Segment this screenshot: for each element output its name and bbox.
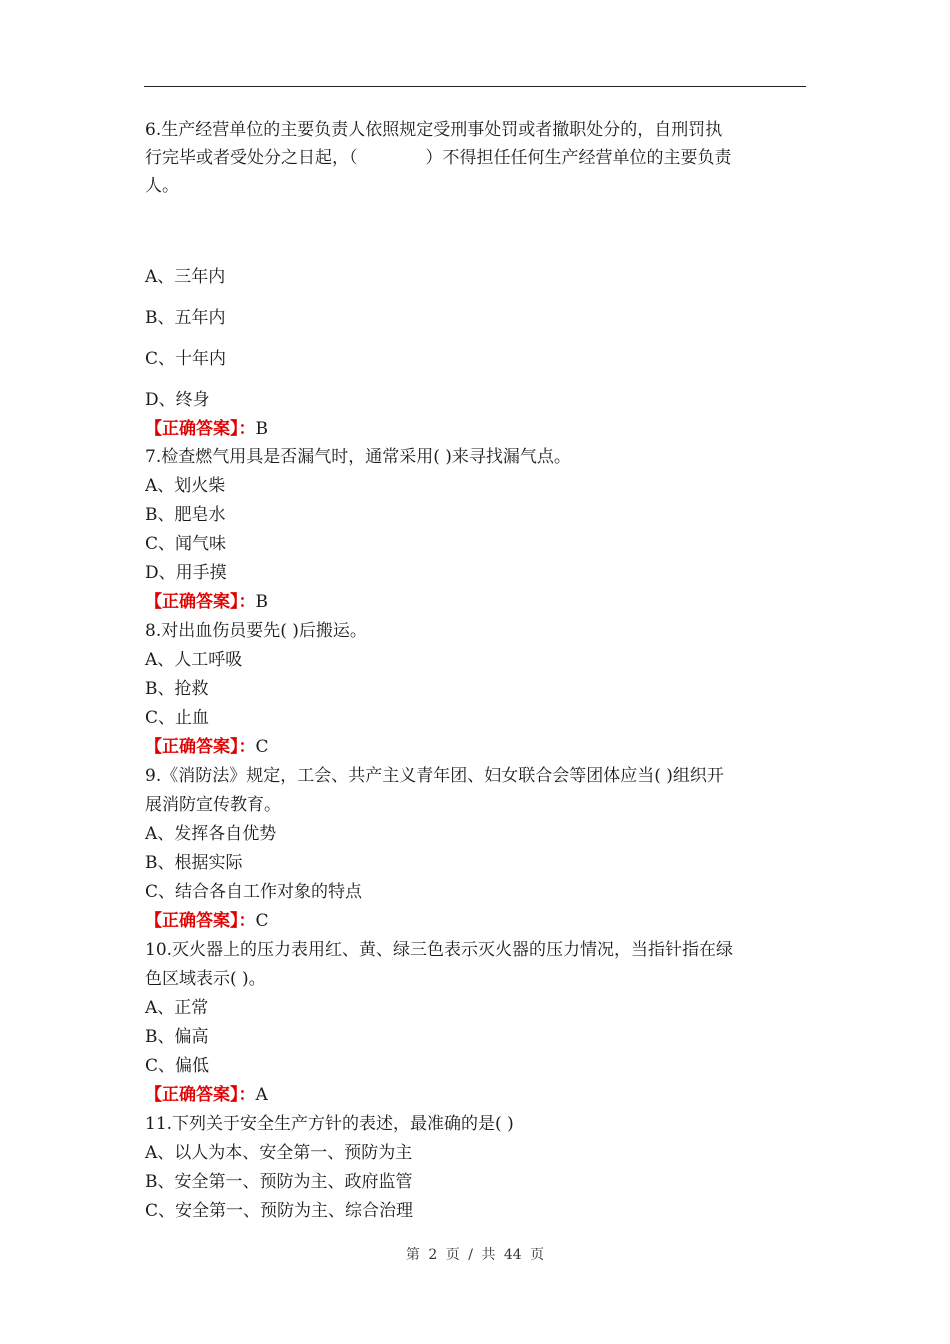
answer-value: C (255, 911, 269, 931)
stem-line: 8.对出血伤员要先( )后搬运。 (145, 621, 367, 641)
answer-label: 【正确答案】： (145, 911, 256, 931)
footer-prefix: 第 (405, 1247, 420, 1263)
option-d: D、终身 (145, 390, 210, 410)
option-b: B、抢救 (145, 679, 209, 699)
question-7 (145, 443, 807, 617)
question-11 (145, 1110, 807, 1226)
stem-line: 展消防宣传教育。 (145, 795, 281, 815)
option-c: C、止血 (145, 708, 210, 728)
stem-line: 7.检查燃气用具是否漏气时，通常采用( )来寻找漏气点。 (145, 447, 571, 467)
option-b: B、偏高 (145, 1027, 209, 1047)
option-a: A、三年内 (145, 267, 226, 287)
option-c: C、结合各自工作对象的特点 (145, 882, 363, 902)
option-a: A、以人为本、安全第一、预防为主 (145, 1143, 413, 1163)
answer-line (145, 1081, 807, 1110)
option-a: A、发挥各自优势 (145, 824, 277, 844)
question-6 (145, 116, 807, 443)
answer-line (145, 415, 807, 443)
stem-line: 11.下列关于安全生产方针的表述，最准确的是( ) (145, 1114, 514, 1134)
answer-line (145, 733, 807, 762)
option-b: B、根据实际 (145, 853, 243, 873)
total-prefix: 共 (481, 1247, 496, 1263)
option-d: D、用手摸 (145, 563, 227, 583)
answer-value: A (255, 1085, 268, 1105)
page-footer (0, 1244, 950, 1264)
stem-line: 行完毕或者受处分之日起，（ ）不得担任任何生产经营单位的主要负责 (145, 148, 732, 168)
answer-label: 【正确答案】： (145, 737, 256, 757)
answer-value: B (255, 419, 268, 439)
header-rule (144, 86, 806, 87)
stem-line: 人。 (145, 176, 179, 196)
answer-value: B (255, 592, 268, 612)
total-pages: 44 (503, 1247, 522, 1263)
option-b: B、安全第一、预防为主、政府监管 (145, 1172, 413, 1192)
footer-separator: / (468, 1247, 473, 1263)
option-b: B、五年内 (145, 308, 226, 328)
question-10 (145, 936, 807, 1110)
answer-label: 【正确答案】： (145, 1085, 256, 1105)
question-stem (145, 116, 807, 200)
option-c: C、偏低 (145, 1056, 210, 1076)
stem-line: 9.《消防法》规定，工会、共产主义青年团、妇女联合会等团体应当( )组织开 (145, 766, 724, 786)
option-a: A、正常 (145, 998, 209, 1018)
answer-line (145, 907, 807, 936)
stem-line: 10.灭火器上的压力表用红、黄、绿三色表示灭火器的压力情况，当指针指在绿 (145, 940, 734, 960)
stem-line: 6.生产经营单位的主要负责人依照规定受刑事处罚或者撤职处分的，自刑罚执 (145, 120, 723, 140)
answer-label: 【正确答案】： (145, 592, 256, 612)
option-c: C、安全第一、预防为主、综合治理 (145, 1201, 414, 1221)
page-unit: 页 (445, 1247, 460, 1263)
option-b: B、肥皂水 (145, 505, 226, 525)
question-9 (145, 762, 807, 936)
option-a: A、人工呼吸 (145, 650, 243, 670)
answer-line (145, 588, 807, 617)
answer-label: 【正确答案】： (145, 419, 256, 439)
option-a: A、划火柴 (145, 476, 226, 496)
page-content (145, 116, 807, 1226)
stem-line: 色区域表示( )。 (145, 969, 266, 989)
option-c: C、十年内 (145, 349, 227, 369)
option-c: C、闻气味 (145, 534, 227, 554)
total-unit: 页 (530, 1247, 545, 1263)
question-8 (145, 617, 807, 762)
page-number: 2 (428, 1247, 438, 1263)
answer-value: C (255, 737, 269, 757)
